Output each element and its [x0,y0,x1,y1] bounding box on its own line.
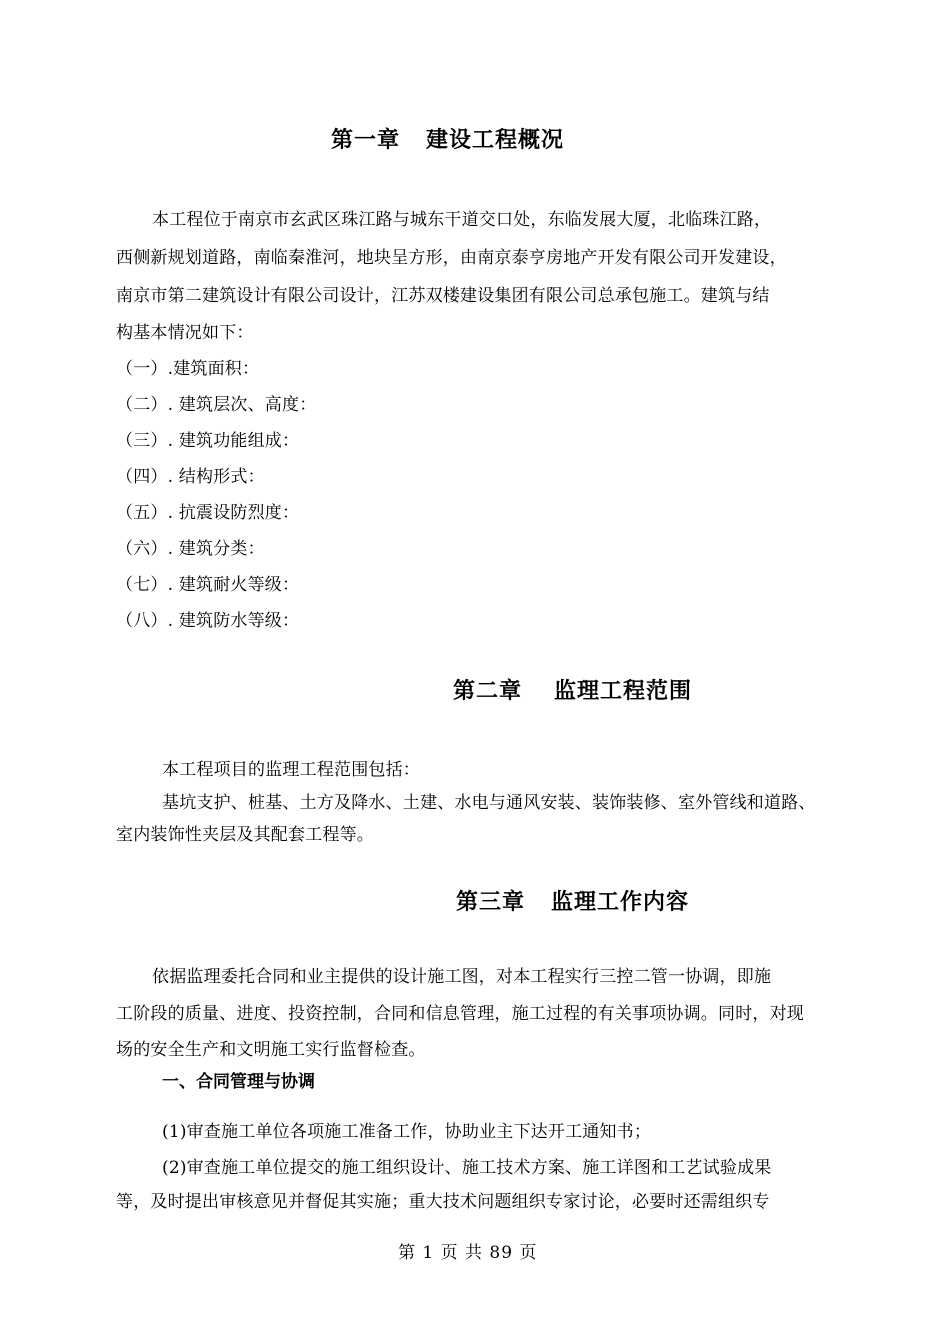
chapter3-number: 第三章 [456,890,526,915]
building-info-item: （五）. 抗震设防烈度： [116,503,300,523]
chapter2-line-2: 基坑支护、桩基、土方及降水、土建、水电与通风安装、装饰装修、室外管线和道路、 [162,793,816,813]
section1-line-3: 等，及时提出审核意见并督促其实施；重大技术问题组织专家讨论，必要时还需组织专 [116,1192,770,1212]
section1-heading: 一、合同管理与协调 [162,1072,315,1092]
chapter3-heading [456,892,689,914]
page-footer: 第 1 页 共 89 页 [398,1243,538,1263]
building-info-item: （八）. 建筑防水等级： [116,611,300,631]
chapter2-number: 第二章 [453,679,523,704]
chapter2-title: 监理工程范围 [554,679,693,704]
building-info-item: （一）.建筑面积： [116,359,260,379]
chapter3-title: 监理工作内容 [551,890,690,915]
section1-line-1: (1)审查施工单位各项施工准备工作，协助业主下达开工通知书； [162,1122,652,1142]
chapter3-paragraph-line-2: 工阶段的质量、进度、投资控制，合同和信息管理，施工过程的有关事项协调。同时，对现 [116,1004,804,1024]
building-info-item: （三）. 建筑功能组成： [116,431,300,451]
chapter1-paragraph-line-4: 构基本情况如下： [116,323,254,343]
building-info-item: （四）. 结构形式： [116,467,265,487]
chapter3-paragraph-line-1: 依据监理委托合同和业主提供的设计施工图，对本工程实行三控二管一协调，即施 [152,967,772,987]
section1-line-2: (2)审查施工单位提交的施工组织设计、施工技术方案、施工详图和工艺试验成果 [162,1158,772,1178]
building-info-item: （二）. 建筑层次、高度： [116,395,317,415]
building-info-item: （七）. 建筑耐火等级： [116,575,300,595]
chapter1-paragraph-line-1: 本工程位于南京市玄武区珠江路与城东干道交口处，东临发展大厦，北临珠江路， [152,210,772,230]
chapter3-paragraph-line-3: 场的安全生产和文明施工实行监督检查。 [116,1040,426,1060]
chapter1-number: 第一章 [331,128,401,153]
chapter2-line-3: 室内装饰性夹层及其配套工程等。 [116,825,374,845]
building-info-item: （六）. 建筑分类： [116,539,265,559]
chapter1-paragraph-line-2: 西侧新规划道路，南临秦淮河，地块呈方形，由南京泰亨房地产开发有限公司开发建设， [116,248,787,268]
chapter2-line-1: 本工程项目的监理工程范围包括： [162,760,420,780]
chapter1-paragraph-line-3: 南京市第二建筑设计有限公司设计，江苏双楼建设集团有限公司总承包施工。建筑与结 [116,286,770,306]
chapter1-heading [331,130,564,152]
chapter2-heading [453,681,692,703]
chapter1-title: 建设工程概况 [426,128,565,153]
